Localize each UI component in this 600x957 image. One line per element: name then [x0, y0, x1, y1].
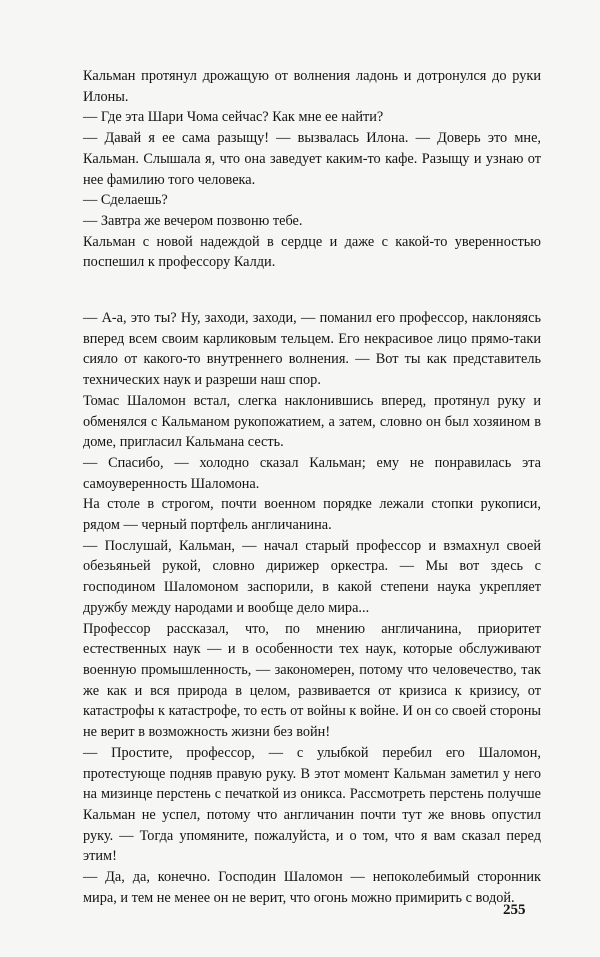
paragraph: Томас Шаломон встал, слегка наклонившись вперед, протянул руку и обменялся с Кальманом рукопожатием, а затем, словно он был хозяином в доме, пригласил Кальмана сесть.: [83, 392, 541, 451]
paragraph: Кальман протянул дрожащую от волнения ладонь и дотронулся до руки Илоны.: [83, 68, 541, 105]
paragraph: — Завтра же вечером позвоню тебе.: [83, 212, 303, 229]
paragraph: — Простите, профессор, — с улыбкой перебил его Шаломон, протестующе подняв правую руку. В этот момент Кальман заметил у него на мизинце перстень с печаткой из оникса. Рассмотреть перстень получше Кальман не успел, потому что англичанин почти тут же вновь опустил руку. — Тогда упомяните, пожалуйста, и о том, что я вам сказал перед этим!: [83, 744, 541, 865]
paragraph: — Сделаешь?: [83, 192, 168, 209]
paragraph: — Спасибо, — холодно сказал Кальман; ему не понравилась эта самоуверенность Шаломона.: [83, 454, 541, 492]
paragraph: — Давай я ее сама разыщу! — вызвалась Илона. — Доверь это мне, Кальман. Слышала я, что она заведует каким-то кафе. Разыщу и узнаю от нее фамилию того человека.: [83, 130, 541, 188]
paragraph: — Послушай, Кальман, — начал старый профессор и взмахнул своей обезьяньей рукой, словно дирижер оркестра. — Мы вот здесь с господином Шаломоном заспорили, в какой степени наука укрепляет дружбу между народами и вообще дело мира...: [83, 537, 541, 616]
page-number: 255: [503, 902, 526, 918]
paragraph: — Да, да, конечно. Господин Шаломон — непоколебимый сторонник мира, и тем не менее он не верит, что огонь можно примирить с водой.: [83, 869, 541, 906]
paragraph: На столе в строгом, почти военном порядке лежали стопки рукописи, рядом — черный портфель англичанина.: [83, 496, 541, 534]
page-text: [83, 66, 541, 908]
paragraph: Кальман с новой надеждой в сердце и даже с какой-то уверенностью поспешил к профессору Калди.: [83, 233, 541, 271]
section-break: [83, 273, 541, 308]
paragraph: — Где эта Шари Чома сейчас? Как мне ее найти?: [83, 109, 384, 126]
paragraph: Профессор рассказал, что, по мнению англичанина, приоритет естественных наук — и в особенности тех наук, которые обслуживают военную промышленность, — закономерен, потому что человечество, так же как и вся природа в целом, развивается от кризиса к кризису, от катастрофы к катастрофе, то есть от войны к войне. И он со своей стороны не верит в возможность жизни без войн!: [83, 620, 541, 741]
paragraph: — А-а, это ты? Ну, заходи, заходи, — поманил его профессор, наклоняясь вперед всем своим карликовым тельцем. Его некрасивое лицо прямо-таки сияло от какого-то внутреннего волнения. — Вот ты как представитель технических наук и разреши наш спор.: [83, 310, 541, 389]
